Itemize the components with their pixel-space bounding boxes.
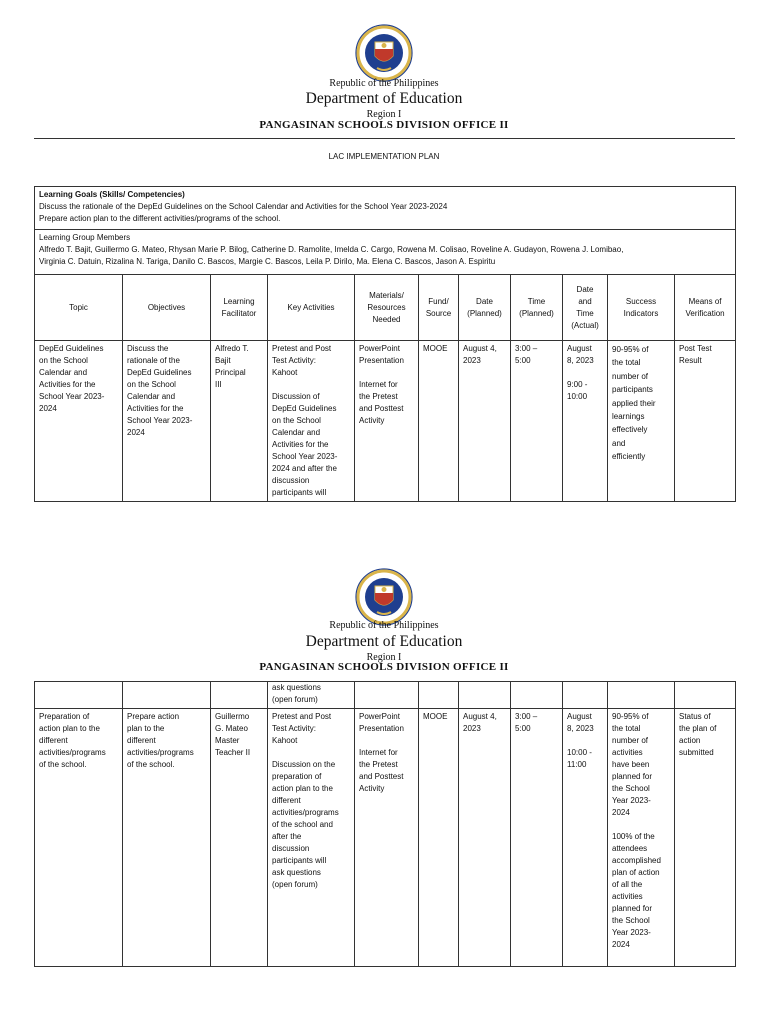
objectives-cell: Discuss the rationale of the DepEd Guidelines on the School Calendar and Activities for the School Year 2023- 2024	[123, 341, 211, 502]
goals-label: Learning Goals (Skills/ Competencies)	[39, 190, 185, 199]
actual-cell: August 8, 2023 10:00 - 11:00	[563, 709, 608, 967]
actual-cell: August 8, 2023 9:00 - 10:00	[563, 341, 608, 502]
verification-cell: Post Test Result	[675, 341, 736, 502]
division-office: PANGASINAN SCHOOLS DIVISION OFFICE II	[259, 119, 509, 131]
column-header: Date (Planned)	[459, 275, 511, 341]
table-row	[35, 709, 736, 967]
facilitator-cell: Guillermo G. Mateo Master Teacher II	[211, 709, 268, 967]
column-header: Learning Facilitator	[211, 275, 268, 341]
deped-seal-icon	[355, 24, 413, 82]
members-line: Alfredo T. Bajit, Guillermo G. Mateo, Rhysan Marie P. Bilog, Catherine D. Ramolite, Imelda C. Cargo, Rowena M. Colisao, Roveline A. Gudayon, Rowena J. Lomibao,	[39, 245, 624, 254]
column-header: Date and Time (Actual)	[563, 275, 608, 341]
column-header: Materials/ Resources Needed	[355, 275, 419, 341]
materials-cell: PowerPoint Presentation Internet for the Pretest and Posttest Activity	[355, 341, 419, 502]
table-row	[35, 341, 736, 502]
materials-cell: PowerPoint Presentation Internet for the Pretest and Posttest Activity	[355, 709, 419, 967]
facilitator-cell: Alfredo T. Bajit Principal III	[211, 341, 268, 502]
region-line: Region I	[366, 652, 402, 663]
deped-seal-icon	[355, 568, 413, 626]
document-page-2	[0, 543, 768, 1024]
objectives-cell: Prepare action plan to the different activities/programs of the school.	[123, 709, 211, 967]
success-cell: 90-95% of the total number of participants applied their learnings effectively and efficiently	[608, 341, 675, 502]
header-divider	[34, 138, 735, 139]
fund-cell: MOOE	[419, 709, 459, 967]
column-header: Key Activities	[268, 275, 355, 341]
members-line: Virginia C. Datuin, Rizalina N. Tariga, Danilo C. Bascos, Margie C. Bascos, Leila P. Dirilo, Ma. Elena C. Bascos, Jason A. Espiritu	[39, 257, 496, 266]
members-row	[35, 230, 736, 275]
topic-cell: Preparation of action plan to the different activities/programs of the school.	[35, 709, 123, 967]
lac-plan-table-continued	[34, 681, 736, 967]
goal-item: Discuss the rationale of the DepEd Guidelines on the School Calendar and Activities for the School Year 2023-2024	[39, 202, 448, 211]
date-planned-cell: August 4, 2023	[459, 341, 511, 502]
column-header: Success Indicators	[608, 275, 675, 341]
goal-item: Prepare action plan to the different activities/programs of the school.	[39, 214, 281, 223]
success-cell: 90-95% of the total number of activities have been planned for the School Year 2023- 2024 100% of the attendees accomplished plan of action of all the activities planned for the School Year 2023- 2024	[608, 709, 675, 967]
column-header: Topic	[35, 275, 123, 341]
lac-plan-table	[34, 186, 736, 502]
plan-title: LAC IMPLEMENTATION PLAN	[328, 152, 440, 161]
members-label: Learning Group Members	[39, 233, 131, 242]
time-planned-cell: 3:00 – 5:00	[511, 709, 563, 967]
column-header: Time (Planned)	[511, 275, 563, 341]
date-planned-cell: August 4, 2023	[459, 709, 511, 967]
column-header: Means of Verification	[675, 275, 736, 341]
department-name: Department of Education	[305, 90, 463, 107]
continuation-row	[35, 682, 736, 709]
region-line: Region I	[366, 109, 402, 120]
activities-cell: Pretest and Post Test Activity: Kahoot Discussion on the preparation of action plan to the different activities/programs of the school and after the discussion participants will ask questions (open forum)	[268, 709, 355, 967]
time-planned-cell: 3:00 – 5:00	[511, 341, 563, 502]
fund-cell: MOOE	[419, 341, 459, 502]
topic-cell: DepEd Guidelines on the School Calendar and Activities for the School Year 2023- 2024	[35, 341, 123, 502]
goals-row	[35, 187, 736, 230]
column-header: Objectives	[123, 275, 211, 341]
department-name: Department of Education	[305, 633, 463, 650]
activities-cell: Pretest and Post Test Activity: Kahoot Discussion of DepEd Guidelines on the School Calendar and Activities for the School Year 2023- 2024 and after the discussion participants will	[268, 341, 355, 502]
republic-line: Republic of the Philippines	[329, 78, 439, 89]
verification-cell: Status of the plan of action submitted	[675, 709, 736, 967]
activities-continuation-cell: ask questions (open forum)	[268, 682, 355, 709]
division-office: PANGASINAN SCHOOLS DIVISION OFFICE II	[259, 661, 509, 673]
column-header: Fund/ Source	[419, 275, 459, 341]
column-header-row	[35, 275, 736, 341]
republic-line: Republic of the Philippines	[329, 620, 439, 631]
